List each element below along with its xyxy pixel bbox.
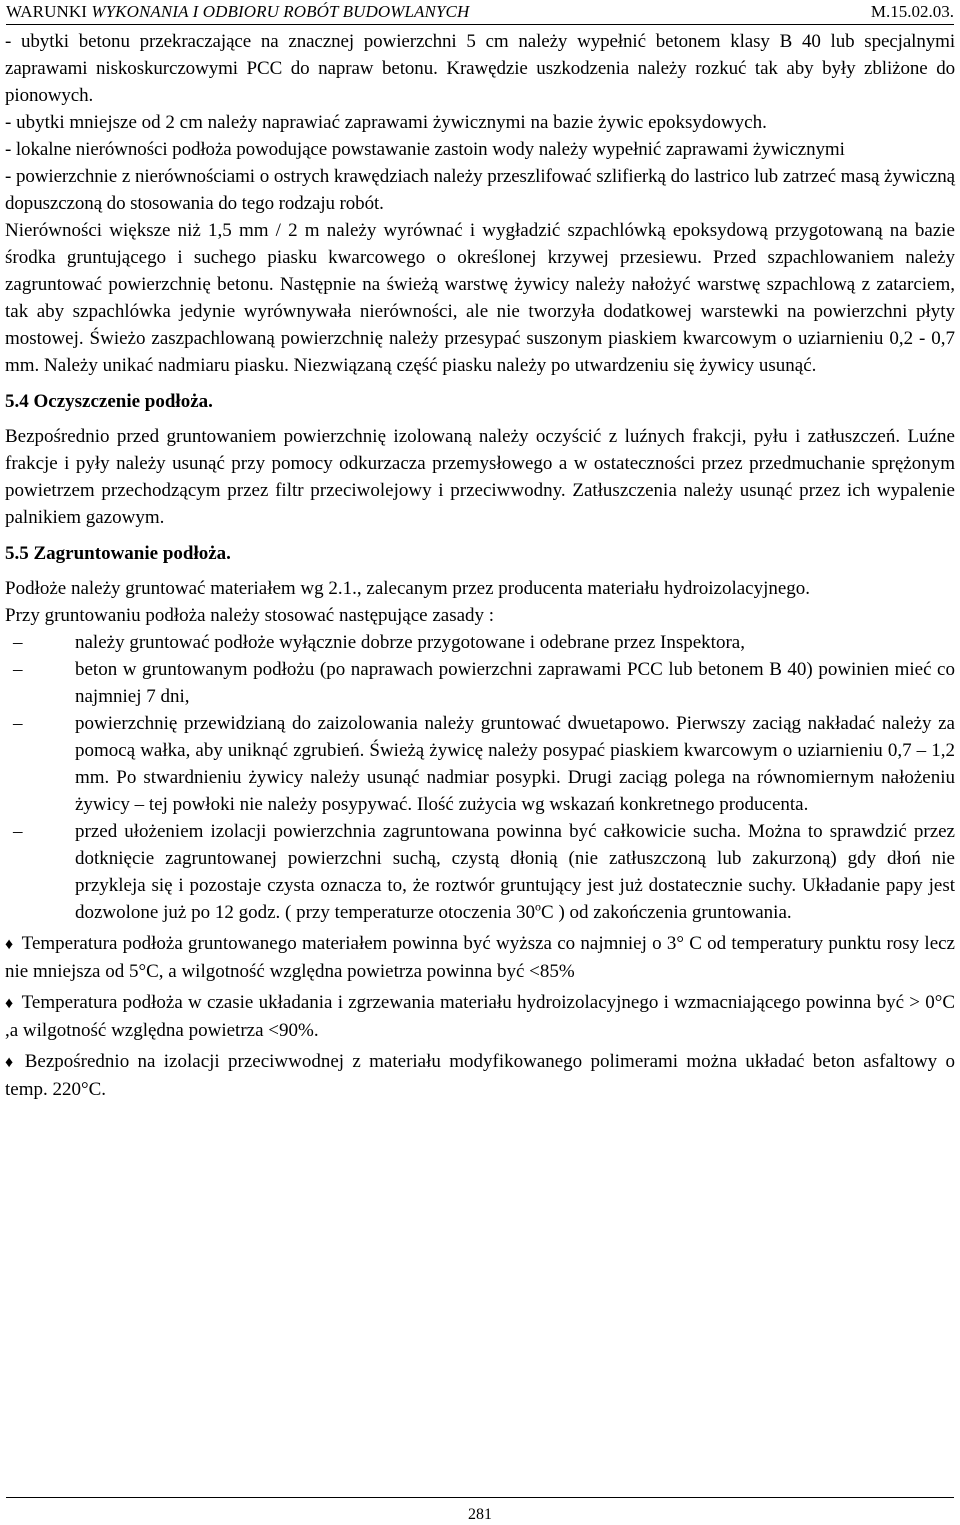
header-title-upright: WARUNKI	[6, 2, 92, 21]
paragraph-leveling: Nierówności większe niż 1,5 mm / 2 m należy wyrównać i wygładzić szpachlówką epoksydową przygotowaną na bazie środka gruntującego i suchego piasku kwarcowego o określonej krzywej przesiewu. Przed szpachlowaniem należy zagruntować powierzchnię betonu. Następnie na świeżą warstwę żywicy należy nałożyć warstwę szpachlową z zatarciem, tak aby szpachlówka jedynie wyrównywała nierówności, ale nie tworzyła dodatkowej warstewki na powierzchni płyty mostowej. Świeżo zaszpachlowaną powierzchnię należy przesypać suszonym piaskiem kwarcowym o uziarnieniu 0,2 - 0,7 mm. Należy unikać nadmiaru piasku. Niezwiązaną część piasku należy po utwardzeniu się żywicy usunąć.	[5, 220, 955, 376]
page-body	[5, 28, 955, 1103]
diamond-item-text: Bezpośrednio na izolacji przeciwwodnej z materiału modyfikowanego polimerami można układać beton asfaltowy o temp. 220°C.	[5, 1051, 955, 1100]
diamond-bullet-icon: ♦	[5, 936, 14, 953]
paragraph-cleaning: Bezpośrednio przed gruntowaniem powierzchnię izolowaną należy oczyścić z luźnych frakcji, pyłu i zatłuszczeń. Luźne frakcje i pyły należy usunąć przy pomocy odkurzacza przemysłowego a w ostateczności przez przedmuchanie sprężonym powietrzem przechodzącym przez filtr przeciwolejowy i przeciwwodny. Zatłuszczenia należy usunąć przez ich wypalenie palnikiem gazowym.	[5, 426, 955, 528]
diamond-item-text: Temperatura podłoża w czasie układania i zgrzewania materiału hydroizolacyjnego i wzmacniającego powinna być > 0°C ,a wilgotność względna powietrza <90%.	[5, 992, 955, 1041]
dash-marker: –	[13, 821, 23, 842]
paragraph-large-defects: - ubytki betonu przekraczające na znacznej powierzchni 5 cm należy wypełnić betonem klasy B 40 lub specjalnymi zaprawami niskoskurczowymi PCC do napraw betonu. Krawędzie uszkodzenia należy rozkuć tak aby były zbliżone do pionowych.	[5, 31, 955, 106]
paragraph-small-defects: - ubytki mniejsze od 2 cm należy naprawiać zaprawami żywicznymi na bazie żywic epoksydowych.	[5, 112, 767, 133]
section-heading-cleaning: 5.4 Oczyszczenie podłoża.	[5, 391, 213, 412]
header-title-italic: WYKONANIA I ODBIORU ROBÓT BUDOWLANYCH	[91, 2, 470, 21]
list-item-text: beton w gruntowanym podłożu (po naprawach powierzchni zaprawami PCC lub betonem B 40) powinien mieć co najmniej 7 dni,	[75, 659, 955, 707]
diamond-list-item	[5, 989, 955, 1044]
page-number: 281	[468, 1506, 492, 1523]
diamond-item-text: Temperatura podłoża gruntowanego materiałem powinna być wyższa co najmniej o 3° C od temperatury punktu rosy lecz nie mniejsza od 5°C, a wilgotność względna powietrza powinna być <85%	[5, 933, 955, 982]
running-header	[6, 0, 954, 25]
paragraph-priming: Podłoże należy gruntować materiałem wg 2.1., zalecanym przez producenta materiału hydroizolacyjnego.	[5, 578, 811, 599]
list-item-text-part: przed ułożeniem izolacji powierzchnia zagruntowana powinna być całkowicie sucha. Można to sprawdzić przez dotknięcie zagruntowanej powierzchni suchą, czystą dłonią (nie zatłuszczoną lub zakurzoną) gdy dłoń nie przykleja się i pozostaje czysta oznacza to, że roztwór gruntujący jest już dostatecznie suchy. Układanie papy jest dozwolone już po 12 godz. ( przy temperaturze otoczenia 30	[75, 821, 955, 923]
list-item-text-part: C ) od zakończenia gruntowania.	[541, 902, 792, 923]
list-item-text	[75, 821, 955, 923]
dash-marker: –	[13, 632, 23, 653]
list-item	[5, 710, 955, 818]
diamond-bullet-icon: ♦	[5, 1054, 17, 1071]
header-title	[6, 0, 469, 24]
dash-marker: –	[13, 659, 23, 680]
paragraph-local-unevenness: - lokalne nierówności podłoża powodujące powstawanie zastoin wody należy wypełnić zaprawami żywicznymi	[5, 139, 845, 160]
footer-divider	[6, 1497, 954, 1498]
list-item-text: powierzchnię przewidzianą do zaizolowania należy gruntować dwuetapowo. Pierwszy zaciąg nakładać należy za pomocą wałka, aby uniknąć zgrubień. Świeżą żywicę należy posypać piaskiem kwarcowym o uziarnieniu 0,7 – 1,2 mm. Po stwardnieniu żywicy należy usunąć nadmiar posypki. Drugi zaciąg polega na równomiernym nałożeniu żywicy – tej powłoki nie należy posypywać. Ilość zużycia wg wskazań konkretnego producenta.	[75, 713, 955, 815]
diamond-list-item	[5, 930, 955, 985]
paragraph-sharp-edges: - powierzchnie z nierównościami o ostrych krawędziach należy przeszlifować szlifierką do lastrico lub zatrzeć masą żywiczną dopuszczoną do stosowania do tego rodzaju robót.	[5, 166, 955, 214]
list-item-text: należy gruntować podłoże wyłącznie dobrze przygotowane i odebrane przez Inspektora,	[75, 632, 745, 653]
degree-superscript: o	[535, 899, 542, 914]
list-item	[5, 629, 955, 656]
list-item	[5, 656, 955, 710]
diamond-bullet-icon: ♦	[5, 995, 14, 1012]
diamond-list-item	[5, 1048, 955, 1103]
list-item	[5, 818, 955, 926]
section-heading-priming: 5.5 Zagruntowanie podłoża.	[5, 543, 231, 564]
header-spec-code: M.15.02.03.	[870, 2, 954, 21]
priming-rules-intro: Przy gruntowaniu podłoża należy stosować następujące zasady :	[5, 605, 495, 626]
dash-marker: –	[13, 713, 23, 734]
